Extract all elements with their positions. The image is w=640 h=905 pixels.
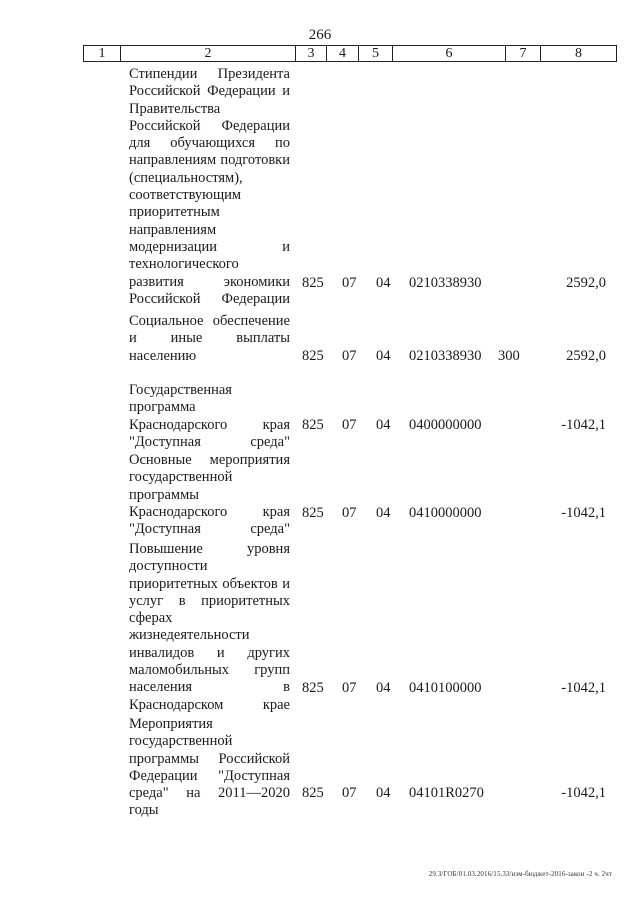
cell-col6: 0210338930 — [409, 275, 482, 291]
cell-col6: 04101R0270 — [409, 785, 484, 801]
column-header-4: 4 — [327, 46, 359, 62]
cell-col3: 825 — [302, 785, 324, 801]
cell-col6: 0410100000 — [409, 680, 482, 696]
cell-col3: 825 — [302, 505, 324, 521]
row-description: Основные мероприятия государственной программы Краснодарского края "Доступная среда" — [129, 452, 290, 538]
cell-col8: -1042,1 — [561, 680, 606, 696]
cell-col6: 0400000000 — [409, 417, 482, 433]
column-header-3: 3 — [296, 46, 327, 62]
table-row — [0, 382, 640, 450]
cell-col6: 0410000000 — [409, 505, 482, 521]
cell-col8: -1042,1 — [561, 505, 606, 521]
column-header-table — [83, 45, 617, 62]
column-header-7: 7 — [506, 46, 541, 62]
table-row — [0, 313, 640, 365]
footer-stamp: 29.3/ГОБ/01.03.2016/15.33/изм-бюджет-2016-закон -2 ч. 2чт — [428, 870, 612, 878]
cell-col3: 825 — [302, 417, 324, 433]
row-description: Социальное обеспечение и иные выплаты населению — [129, 313, 290, 364]
page-number: 266 — [308, 27, 332, 43]
cell-col5: 04 — [376, 785, 391, 801]
cell-col3: 825 — [302, 275, 324, 291]
cell-col4: 07 — [342, 680, 357, 696]
row-description: Повышение уровня доступности приоритетных объектов и услуг в приоритетных сферах жизнедеятельности инвалидов и других маломобильных групп населения в Краснодарском крае — [129, 541, 290, 713]
cell-col4: 07 — [342, 417, 357, 433]
column-header-2: 2 — [121, 46, 296, 62]
column-header-5: 5 — [359, 46, 393, 62]
row-description: Стипендии Президента Российской Федерации и Правительства Российской Федерации для обучающихся по направлениям подготовки (специальностям), соответствующим приоритетным направлениям модернизации и технологического развития экономики Российской Федерации — [129, 66, 290, 307]
cell-col6: 0210338930 — [409, 348, 482, 364]
cell-col5: 04 — [376, 680, 391, 696]
cell-col4: 07 — [342, 785, 357, 801]
table-row — [0, 452, 640, 538]
cell-col5: 04 — [376, 348, 391, 364]
column-header-row — [84, 46, 617, 62]
cell-col8: 2592,0 — [566, 275, 606, 291]
cell-col4: 07 — [342, 505, 357, 521]
column-header-8: 8 — [541, 46, 617, 62]
column-header-1: 1 — [84, 46, 121, 62]
table-row — [0, 66, 640, 307]
table-row — [0, 541, 640, 713]
cell-col4: 07 — [342, 348, 357, 364]
cell-col5: 04 — [376, 417, 391, 433]
cell-col3: 825 — [302, 348, 324, 364]
cell-col5: 04 — [376, 275, 391, 291]
table-row — [0, 716, 640, 819]
row-description: Государственная программа Краснодарского края "Доступная среда" — [129, 382, 290, 450]
cell-col8: 2592,0 — [566, 348, 606, 364]
cell-col4: 07 — [342, 275, 357, 291]
row-description: Мероприятия государственной программы Российской Федерации "Доступная среда" на 2011—2020 годы — [129, 716, 290, 819]
cell-col3: 825 — [302, 680, 324, 696]
cell-col8: -1042,1 — [561, 785, 606, 801]
column-header-6: 6 — [393, 46, 506, 62]
cell-col5: 04 — [376, 505, 391, 521]
cell-col7: 300 — [498, 348, 520, 364]
cell-col8: -1042,1 — [561, 417, 606, 433]
